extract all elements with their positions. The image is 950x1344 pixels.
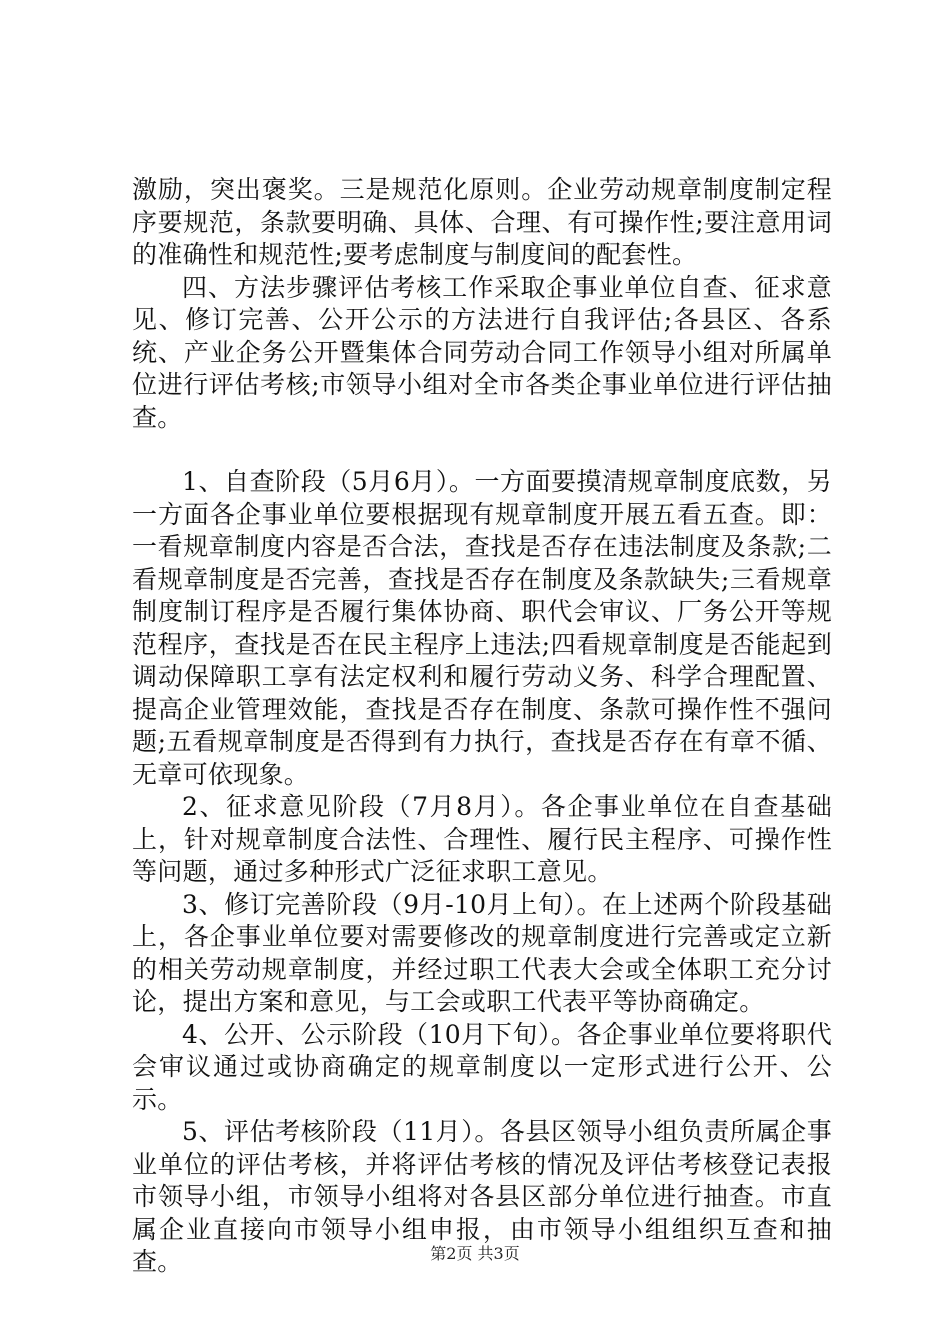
- document-body: [132, 174, 832, 1279]
- paragraph-self-check-stage: 1、自查阶段（5月6月）。一方面要摸清规章制度底数，另一方面各企事业单位要根据现有规章制度开展五看五查。即：一看规章制度内容是否合法，查找是否存在违法制度及条款;二看规章制度是否完善，查找是否存在制度及条款缺失;三看规章制度制订程序是否履行集体协商、职代会审议、厂务公开等规范程序，查找是否在民主程序上违法;四看规章制度是否能起到调动保障职工享有法定权利和履行劳动义务、科学合理配置、提高企业管理效能，查找是否存在制度、条款可操作性不强问题;五看规章制度是否得到有力执行，查找是否存在有章不循、无章可依现象。: [132, 467, 832, 789]
- paragraph-principles-continued: 激励，突出褒奖。三是规范化原则。企业劳动规章制度制定程序要规范，条款要明确、具体、合理、有可操作性;要注意用词的准确性和规范性;要考虑制度与制度间的配套性。: [132, 175, 832, 269]
- paragraph-method-steps: 四、方法步骤评估考核工作采取企事业单位自查、征求意见、修订完善、公开公示的方法进行自我评估;各县区、各系统、产业企务公开暨集体合同劳动合同工作领导小组对所属单位进行评估考核;市领导小组对全市各类企事业单位进行评估抽查。: [132, 272, 832, 432]
- paragraph-opinion-stage: 2、征求意见阶段（7月8月）。各企事业单位在自查基础上，针对规章制度合法性、合理性、履行民主程序、可操作性等问题，通过多种形式广泛征求职工意见。: [132, 792, 832, 886]
- paragraph-assessment-stage: 5、评估考核阶段（11月）。各县区领导小组负责所属企事业单位的评估考核，并将评估考核的情况及评估考核登记表报市领导小组，市领导小组将对各县区部分单位进行抽查。市直属企业直接向市领导小组申报，由市领导小组组织互查和抽查。: [132, 1117, 832, 1276]
- paragraph-publicity-stage: 4、公开、公示阶段（10月下旬）。各企事业单位要将职代会审议通过或协商确定的规章制度以一定形式进行公开、公示。: [132, 1019, 832, 1114]
- paragraph-revision-stage: 3、修订完善阶段（9月-10月上旬）。在上述两个阶段基础上，各企事业单位要对需要修改的规章制度进行完善或定立新的相关劳动规章制度，并经过职工代表大会或全体职工充分讨论，提出方案和意见，与工会或职工代表平等协商确定。: [132, 889, 832, 1016]
- page-number-footer: 第2页 共3页: [430, 1244, 520, 1263]
